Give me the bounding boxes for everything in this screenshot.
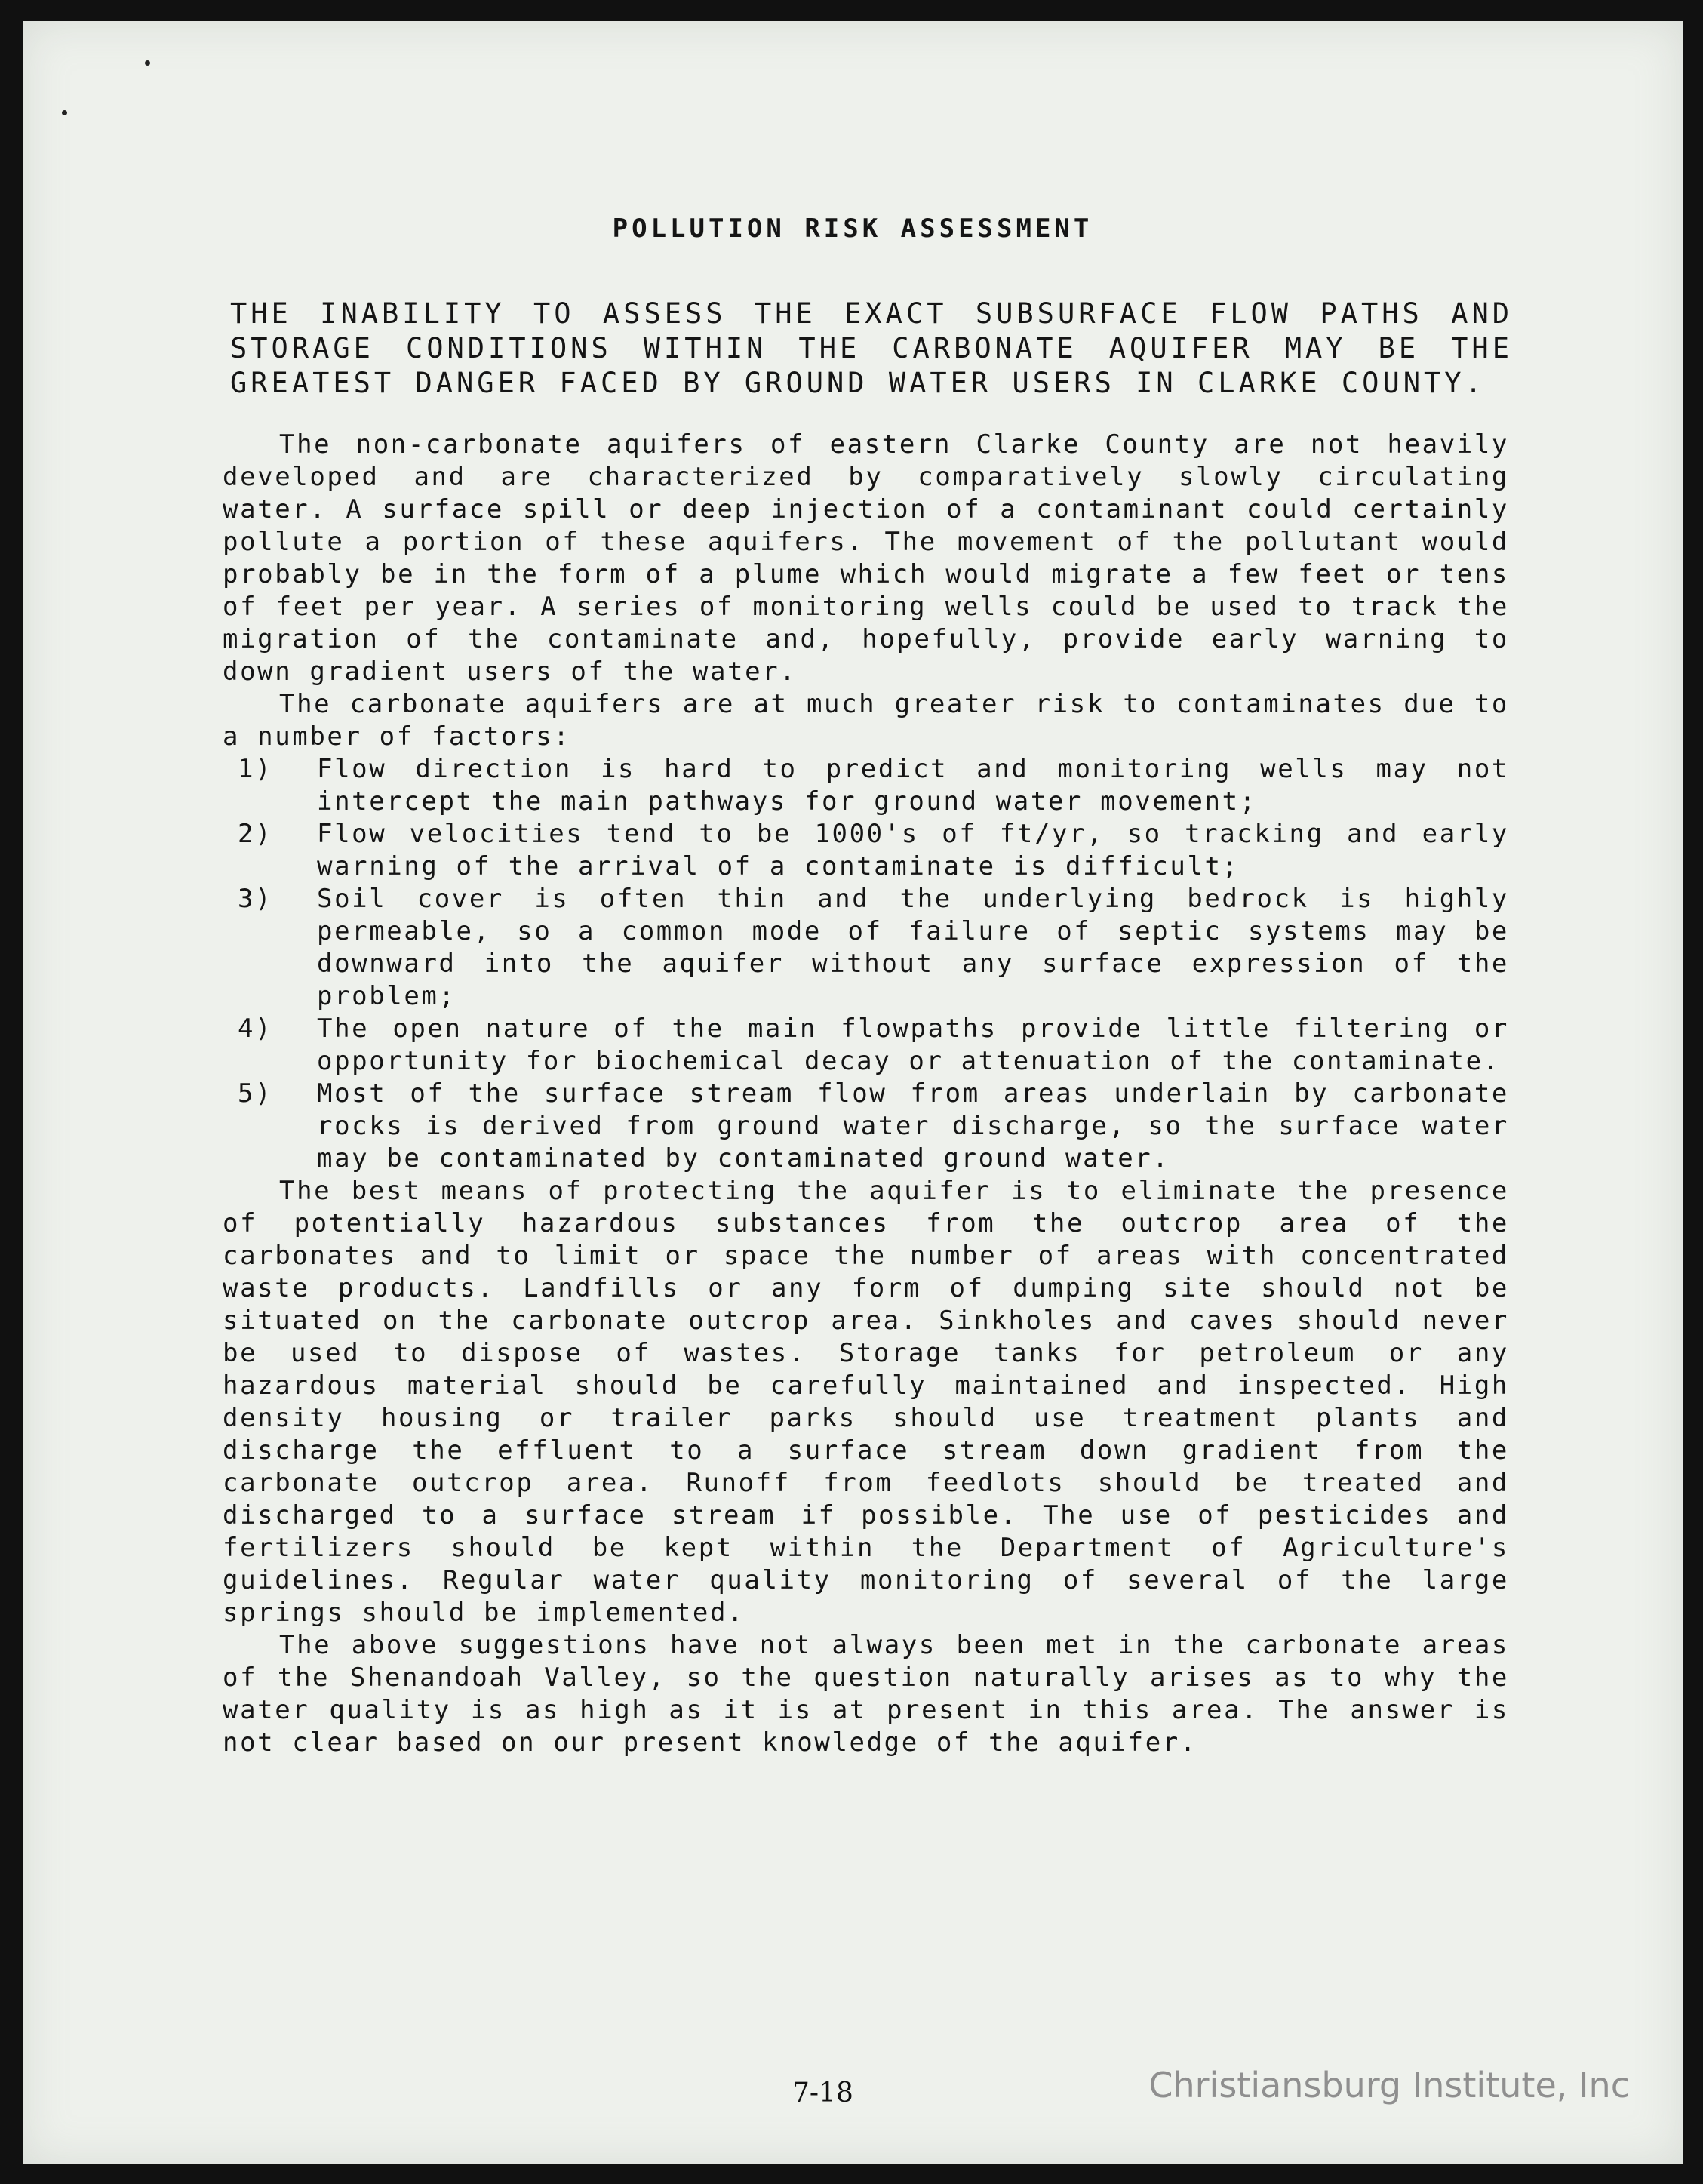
list-text: Flow direction is hard to predict and monitoring wells may not intercept the main pathways for ground water movement; [317,754,1509,817]
watermark: Christiansburg Institute, Inc [1148,2065,1630,2106]
list-number: 1) [238,754,273,784]
page-number: 7-18 [792,2078,853,2109]
paragraph: The best means of protecting the aquifer is to eliminate the presence of potentially hazardous substances from the outcrop area of the carbonates and to limit or space the number of areas with concentrated waste products. Landfills or any form of dumping site should not be situated on the carbonate outcrop area. Sinkholes and caves should never be used to dispose of wastes. Storage tanks for petroleum or any hazardous material should be carefully maintained and inspected. High density housing or trailer parks should use treatment plants and discharge the effluent to a surface stream down gradient from the carbonate outcrop area. Runoff from feedlots should be treated and discharged to a surface stream if possible. The use of pesticides and fertilizers should be kept within the Department of Agriculture's guidelines. Regular water quality monitoring of several of the large springs should be implemented. [223,1176,1509,1628]
list-item [223,818,1509,883]
document-page [23,21,1683,2164]
paragraph: The non-carbonate aquifers of eastern Clarke County are not heavily developed and are characterized by comparatively slowly circulating water. A surface spill or deep injection of a contaminant could certainly pollute a portion of these aquifers. The movement of the pollutant would probably be in the form of a plume which would migrate a few feet or tens of feet per year. A series of monitoring wells could be used to track the migration of the contaminate and, hopefully, provide early warning to down gradient users of the water. [223,429,1509,687]
ink-speck [62,110,67,115]
list-item [223,1078,1509,1175]
ink-speck [145,60,150,66]
list-text: Soil cover is often thin and the underlying bedrock is highly permeable, so a common mode of failure of septic systems may be downward into the aquifer without any surface expression of the problem; [317,884,1509,1011]
factor-list [223,753,1509,1175]
list-item [223,1013,1509,1078]
list-number: 3) [238,884,273,914]
document-body [223,429,1509,1759]
list-number: 4) [238,1014,273,1044]
list-item [223,753,1509,818]
list-text: The open nature of the main flowpaths provide little filtering or opportunity for biochemical decay or attenuation of the contaminate. [317,1014,1509,1076]
document-title: POLLUTION RISK ASSESSMENT [612,214,1093,244]
summary-statement: THE INABILITY TO ASSESS THE EXACT SUBSURFACE FLOW PATHS AND STORAGE CONDITIONS WITHIN THE CARBONATE AQUIFER MAY BE THE GREATEST DANGER FACED BY GROUND WATER USERS IN CLARKE COUNTY. [230,297,1513,399]
list-number: 5) [238,1078,273,1109]
list-item [223,883,1509,1013]
list-text: Flow velocities tend to be 1000's of ft/yr, so tracking and early warning of the arrival of a contaminate is difficult; [317,819,1509,881]
list-text: Most of the surface stream flow from areas underlain by carbonate rocks is derived from ground water discharge, so the surface water may be contaminated by contaminated ground water. [317,1078,1509,1174]
paragraph: The carbonate aquifers are at much greater risk to contaminates due to a number of factors: [223,689,1509,752]
paragraph: The above suggestions have not always been met in the carbonate areas of the Shenandoah Valley, so the question naturally arises as to why the water quality is as high as it is at present in this area. The answer is not clear based on our present knowledge of the aquifer. [223,1630,1509,1758]
list-number: 2) [238,819,273,849]
